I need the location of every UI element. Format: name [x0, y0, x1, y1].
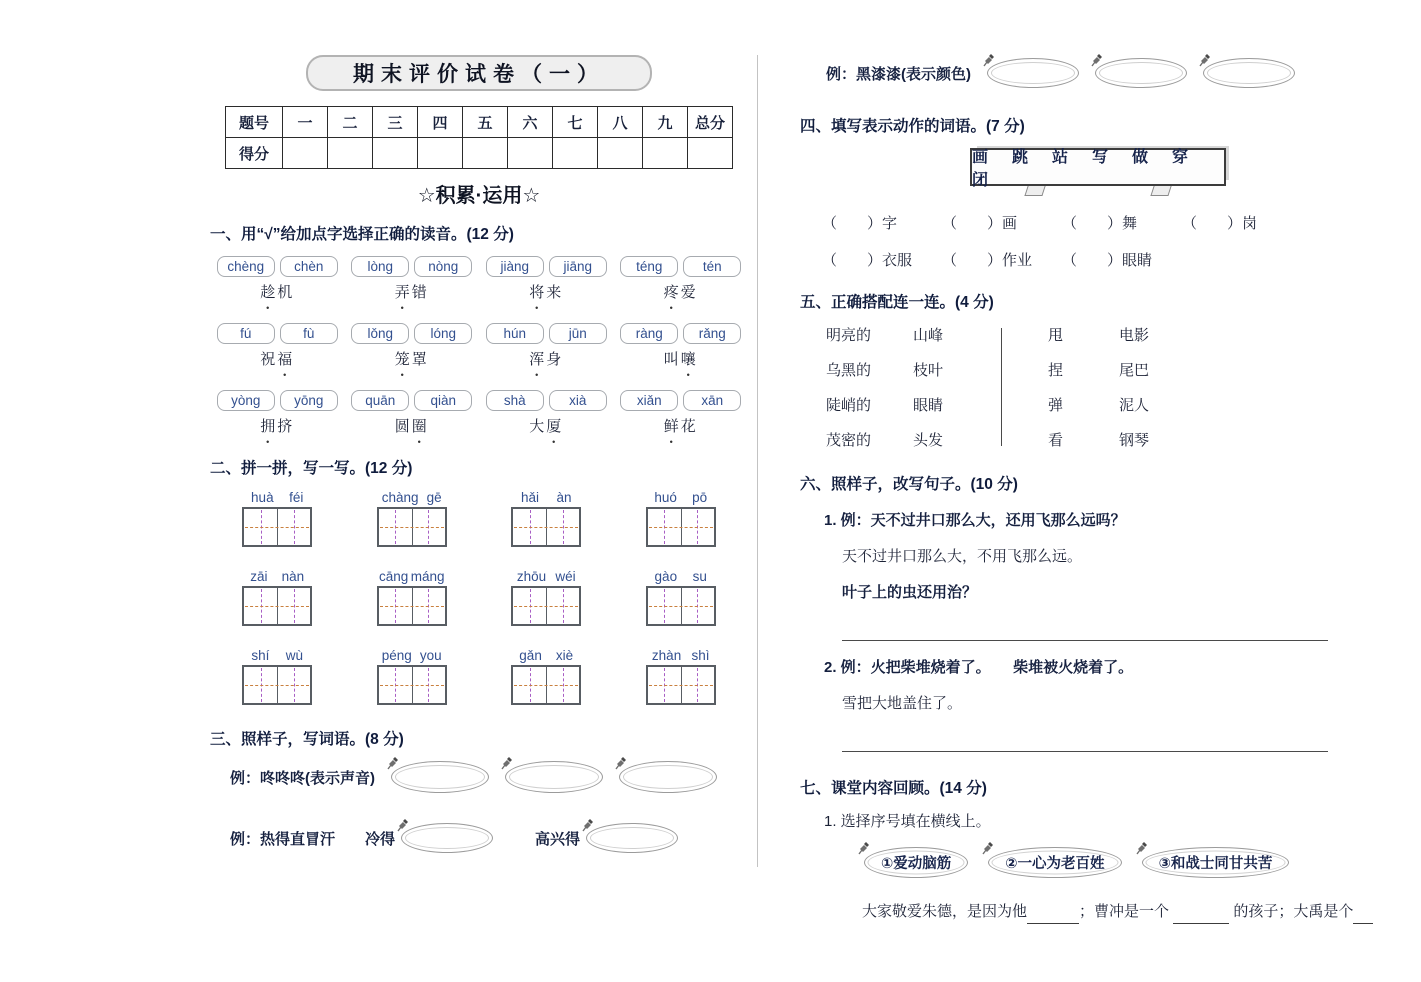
pinyin-option: yōng: [280, 390, 338, 411]
pin-icon: [1197, 53, 1212, 72]
q5-left-group: [826, 324, 943, 450]
match-adjective: 明亮的: [826, 327, 872, 344]
q5-right-group: [1048, 324, 1149, 450]
paper-title: 期末评价试卷（一）: [306, 55, 652, 91]
pin-icon: [613, 756, 628, 775]
score-cell: [283, 138, 328, 169]
target-word: 圆圈: [394, 418, 429, 435]
fill-blank-item: （ ）字: [822, 215, 898, 232]
score-header-cell: 五: [463, 107, 508, 138]
pinyin-choice-item: [210, 323, 345, 369]
write-item: huó pō: [614, 490, 749, 547]
write-item: cāng máng: [345, 569, 480, 626]
match-adjective: 陡峭的: [826, 397, 872, 414]
target-word: 将来: [529, 284, 564, 301]
q7-fill-sentence: [862, 900, 1396, 924]
q5-group-divider: [1001, 328, 1002, 446]
match-noun: 钢琴: [1119, 432, 1150, 449]
pin-icon: [1134, 841, 1149, 860]
target-word: 趁机: [260, 284, 295, 301]
q4-word-bank: [970, 148, 1226, 196]
pinyin-option: xān: [683, 390, 741, 411]
q1-heading: 一、用“√”给加点字选择正确的读音。(12 分): [210, 226, 514, 243]
pin-icon: [981, 53, 996, 72]
target-word: 大厦: [529, 418, 564, 435]
q6-item1-prompt: 叶子上的虫还用治？: [842, 584, 978, 601]
writing-boxes: [242, 586, 312, 626]
pinyin-option: jiāng: [549, 256, 607, 277]
pinyin-option: ràng: [620, 323, 678, 344]
q7-sub-instruction: 1. 选择序号填在横线上。: [824, 813, 991, 830]
score-cell: [643, 138, 688, 169]
writing-boxes: [377, 665, 447, 705]
pinyin-option: lòng: [351, 256, 409, 277]
q2-heading: 二、拼一拼，写一写。(12 分): [210, 460, 413, 477]
pinyin-option: fú: [217, 323, 275, 344]
pinyin-option: lóng: [414, 323, 472, 344]
q6-heading: 六、照样子，改写句子。(10 分): [800, 476, 1018, 493]
pinyin-option: chèng: [217, 256, 275, 277]
answer-oval: [505, 761, 603, 793]
writing-boxes: [646, 665, 716, 705]
answer-oval: [619, 761, 717, 793]
writing-boxes: [511, 586, 581, 626]
write-item: chàng gē: [345, 490, 480, 547]
fill-blank-item: （ ）眼睛: [1062, 252, 1153, 269]
pinyin-option: xià: [549, 390, 607, 411]
target-word: 拥挤: [260, 418, 295, 435]
q4-heading: 四、填写表示动作的词语。(7 分): [800, 118, 1025, 135]
bank-foot: [1150, 186, 1171, 196]
score-header-cell: 三: [373, 107, 418, 138]
fill-blank-item: （ ）舞: [1062, 215, 1138, 232]
pinyin-choice-item: [345, 390, 480, 436]
score-header-cell: 二: [328, 107, 373, 138]
pinyin-option: xiǎn: [620, 390, 678, 411]
q3-cold-label: 冷得: [365, 830, 396, 848]
pinyin-option: rǎng: [683, 323, 741, 344]
match-noun: 头发: [913, 432, 944, 449]
fill-seg: 的孩子；大禹是个: [1233, 903, 1354, 920]
q3-degree-example-row: [230, 823, 748, 853]
match-noun: 枝叶: [913, 362, 944, 379]
score-header-cell: 题号: [226, 107, 283, 138]
writing-boxes: [511, 507, 581, 547]
option-oval: ③和战士同甘共苦: [1142, 847, 1290, 878]
q6-item-1: [824, 509, 1396, 641]
q2-writing-grid: [210, 490, 748, 705]
pinyin-choice-item: [614, 323, 749, 369]
match-verb: 看: [1048, 432, 1064, 449]
section-header: ☆积累·运用☆: [417, 185, 541, 207]
q6-item2-prompt: 雪把大地盖住了。: [842, 695, 963, 712]
match-noun: 眼睛: [913, 397, 944, 414]
target-word: 笼罩: [394, 351, 429, 368]
pin-icon: [385, 756, 400, 775]
score-header-cell: 总分: [688, 107, 733, 138]
target-word: 叫嚷: [663, 351, 698, 368]
fill-blank: [1027, 909, 1079, 924]
pin-icon: [1089, 53, 1104, 72]
score-row-label: 得分: [226, 138, 283, 169]
target-word: 弄错: [394, 284, 429, 301]
match-noun: 尾巴: [1119, 362, 1150, 379]
word-bank-box: 画 跳 站 写 做 穿 闭: [970, 148, 1226, 186]
q3-sound-example: 例：咚咚咚(表示声音): [230, 769, 375, 787]
pinyin-option: nòng: [414, 256, 472, 277]
pinyin-option: fù: [280, 323, 338, 344]
option-oval: ②一心为老百姓: [988, 847, 1121, 878]
match-adjective: 乌黑的: [826, 362, 872, 379]
fill-blank: [1353, 909, 1373, 924]
write-item: huà féi: [210, 490, 345, 547]
q4-fill-row-2: [822, 249, 1396, 270]
score-cell: [553, 138, 598, 169]
target-word: 鲜花: [663, 418, 698, 435]
score-cell: [373, 138, 418, 169]
write-item: zāi nàn: [210, 569, 345, 626]
write-item: zhōu wéi: [479, 569, 614, 626]
pinyin-option: chèn: [280, 256, 338, 277]
q1-pinyin-choice-grid: [210, 256, 748, 436]
pinyin-option: quān: [351, 390, 409, 411]
pinyin-choice-item: [479, 390, 614, 436]
fill-blank-item: （ ）画: [942, 215, 1018, 232]
score-table-header-row: [226, 107, 733, 138]
target-word: 祝福: [260, 351, 295, 368]
answer-line: [842, 606, 1328, 641]
fill-seg: ；曹冲是一个: [1079, 903, 1170, 920]
score-cell: [418, 138, 463, 169]
pin-icon: [499, 756, 514, 775]
q3-happy-label: 高兴得: [535, 830, 581, 848]
target-word: 浑身: [529, 351, 564, 368]
score-table-score-row: [226, 138, 733, 169]
pinyin-option: tén: [683, 256, 741, 277]
answer-oval: [1095, 58, 1187, 88]
pinyin-option: hún: [486, 323, 544, 344]
pin-icon: [580, 818, 595, 837]
pinyin-option: jūn: [549, 323, 607, 344]
match-verb: 弹: [1048, 397, 1064, 414]
score-cell: [508, 138, 553, 169]
fill-blank-item: （ ）衣服: [822, 252, 913, 269]
pinyin-option: téng: [620, 256, 678, 277]
pin-icon: [395, 818, 410, 837]
column-divider: [757, 55, 758, 867]
pin-icon: [980, 841, 995, 860]
pinyin-choice-item: [210, 390, 345, 436]
q6-item-2: [824, 656, 1396, 752]
writing-boxes: [377, 586, 447, 626]
score-cell: [688, 138, 733, 169]
write-item: shí wù: [210, 648, 345, 705]
score-header-cell: 一: [283, 107, 328, 138]
match-verb: 甩: [1048, 327, 1064, 344]
answer-oval: [987, 58, 1079, 88]
fill-seg: 大家敬爱朱德，是因为他: [862, 903, 1028, 920]
writing-boxes: [242, 665, 312, 705]
pinyin-option: yòng: [217, 390, 275, 411]
pinyin-choice-item: [210, 256, 345, 302]
answer-oval: [1203, 58, 1295, 88]
writing-boxes: [377, 507, 447, 547]
fill-blank-item: （ ）岗: [1182, 215, 1258, 232]
q3-color-example: 例：黑漆漆(表示颜色): [826, 65, 971, 83]
score-header-cell: 七: [553, 107, 598, 138]
pinyin-choice-item: [614, 390, 749, 436]
answer-oval: [391, 761, 489, 793]
pinyin-option: jiàng: [486, 256, 544, 277]
fill-blank-item: （ ）作业: [942, 252, 1033, 269]
q3-color-example-row: [826, 58, 1396, 88]
q6-item1-answer: 天不过井口那么大，不用飞那么远。: [842, 548, 1083, 565]
pinyin-option: lǒng: [351, 323, 409, 344]
fill-blank: [1173, 909, 1229, 924]
pinyin-choice-item: [479, 323, 614, 369]
option-oval: ①爱动脑筋: [864, 847, 968, 878]
bank-foot: [1024, 186, 1045, 196]
pin-icon: [856, 841, 871, 860]
match-noun: 泥人: [1119, 397, 1150, 414]
q3-heading: 三、照样子，写词语。(8 分): [210, 731, 404, 748]
q6-item1-example: 1. 例：天不过井口那么大，还用飞那么远吗？: [824, 512, 1126, 529]
q7-option-ovals: [864, 847, 1396, 878]
writing-boxes: [511, 665, 581, 705]
write-item: hǎi àn: [479, 490, 614, 547]
right-column: [800, 58, 1396, 924]
q7-heading: 七、课堂内容回顾。(14 分): [800, 780, 987, 797]
pinyin-choice-item: [479, 256, 614, 302]
answer-oval: [586, 823, 678, 853]
q5-matching: [826, 324, 1396, 450]
match-verb: 捏: [1048, 362, 1064, 379]
pinyin-option: shà: [486, 390, 544, 411]
score-cell: [463, 138, 508, 169]
q3-sound-example-row: [230, 761, 748, 793]
writing-boxes: [242, 507, 312, 547]
score-header-cell: 九: [643, 107, 688, 138]
write-item: zhàn shì: [614, 648, 749, 705]
score-cell: [328, 138, 373, 169]
left-column: [210, 55, 748, 853]
writing-boxes: [646, 507, 716, 547]
answer-line: [842, 717, 1328, 752]
pinyin-choice-item: [614, 256, 749, 302]
q6-item2-example: 2. 例：火把柴堆烧着了。 柴堆被火烧着了。: [824, 659, 1134, 676]
writing-boxes: [646, 586, 716, 626]
write-item: gào su: [614, 569, 749, 626]
score-header-cell: 八: [598, 107, 643, 138]
match-noun: 电影: [1119, 327, 1150, 344]
write-item: péng you: [345, 648, 480, 705]
pinyin-choice-item: [345, 323, 480, 369]
match-adjective: 茂密的: [826, 432, 872, 449]
score-table: [225, 106, 733, 169]
q3-hot-example: 例：热得直冒汗: [230, 830, 336, 848]
score-header-cell: 四: [418, 107, 463, 138]
pinyin-option: qiàn: [414, 390, 472, 411]
write-item: gǎn xiè: [479, 648, 614, 705]
target-word: 疼爱: [663, 284, 698, 301]
q5-heading: 五、正确搭配连一连。(4 分): [800, 294, 994, 311]
pinyin-choice-item: [345, 256, 480, 302]
answer-oval: [401, 823, 493, 853]
q4-fill-row-1: [822, 212, 1396, 233]
score-header-cell: 六: [508, 107, 553, 138]
score-cell: [598, 138, 643, 169]
match-noun: 山峰: [913, 327, 944, 344]
